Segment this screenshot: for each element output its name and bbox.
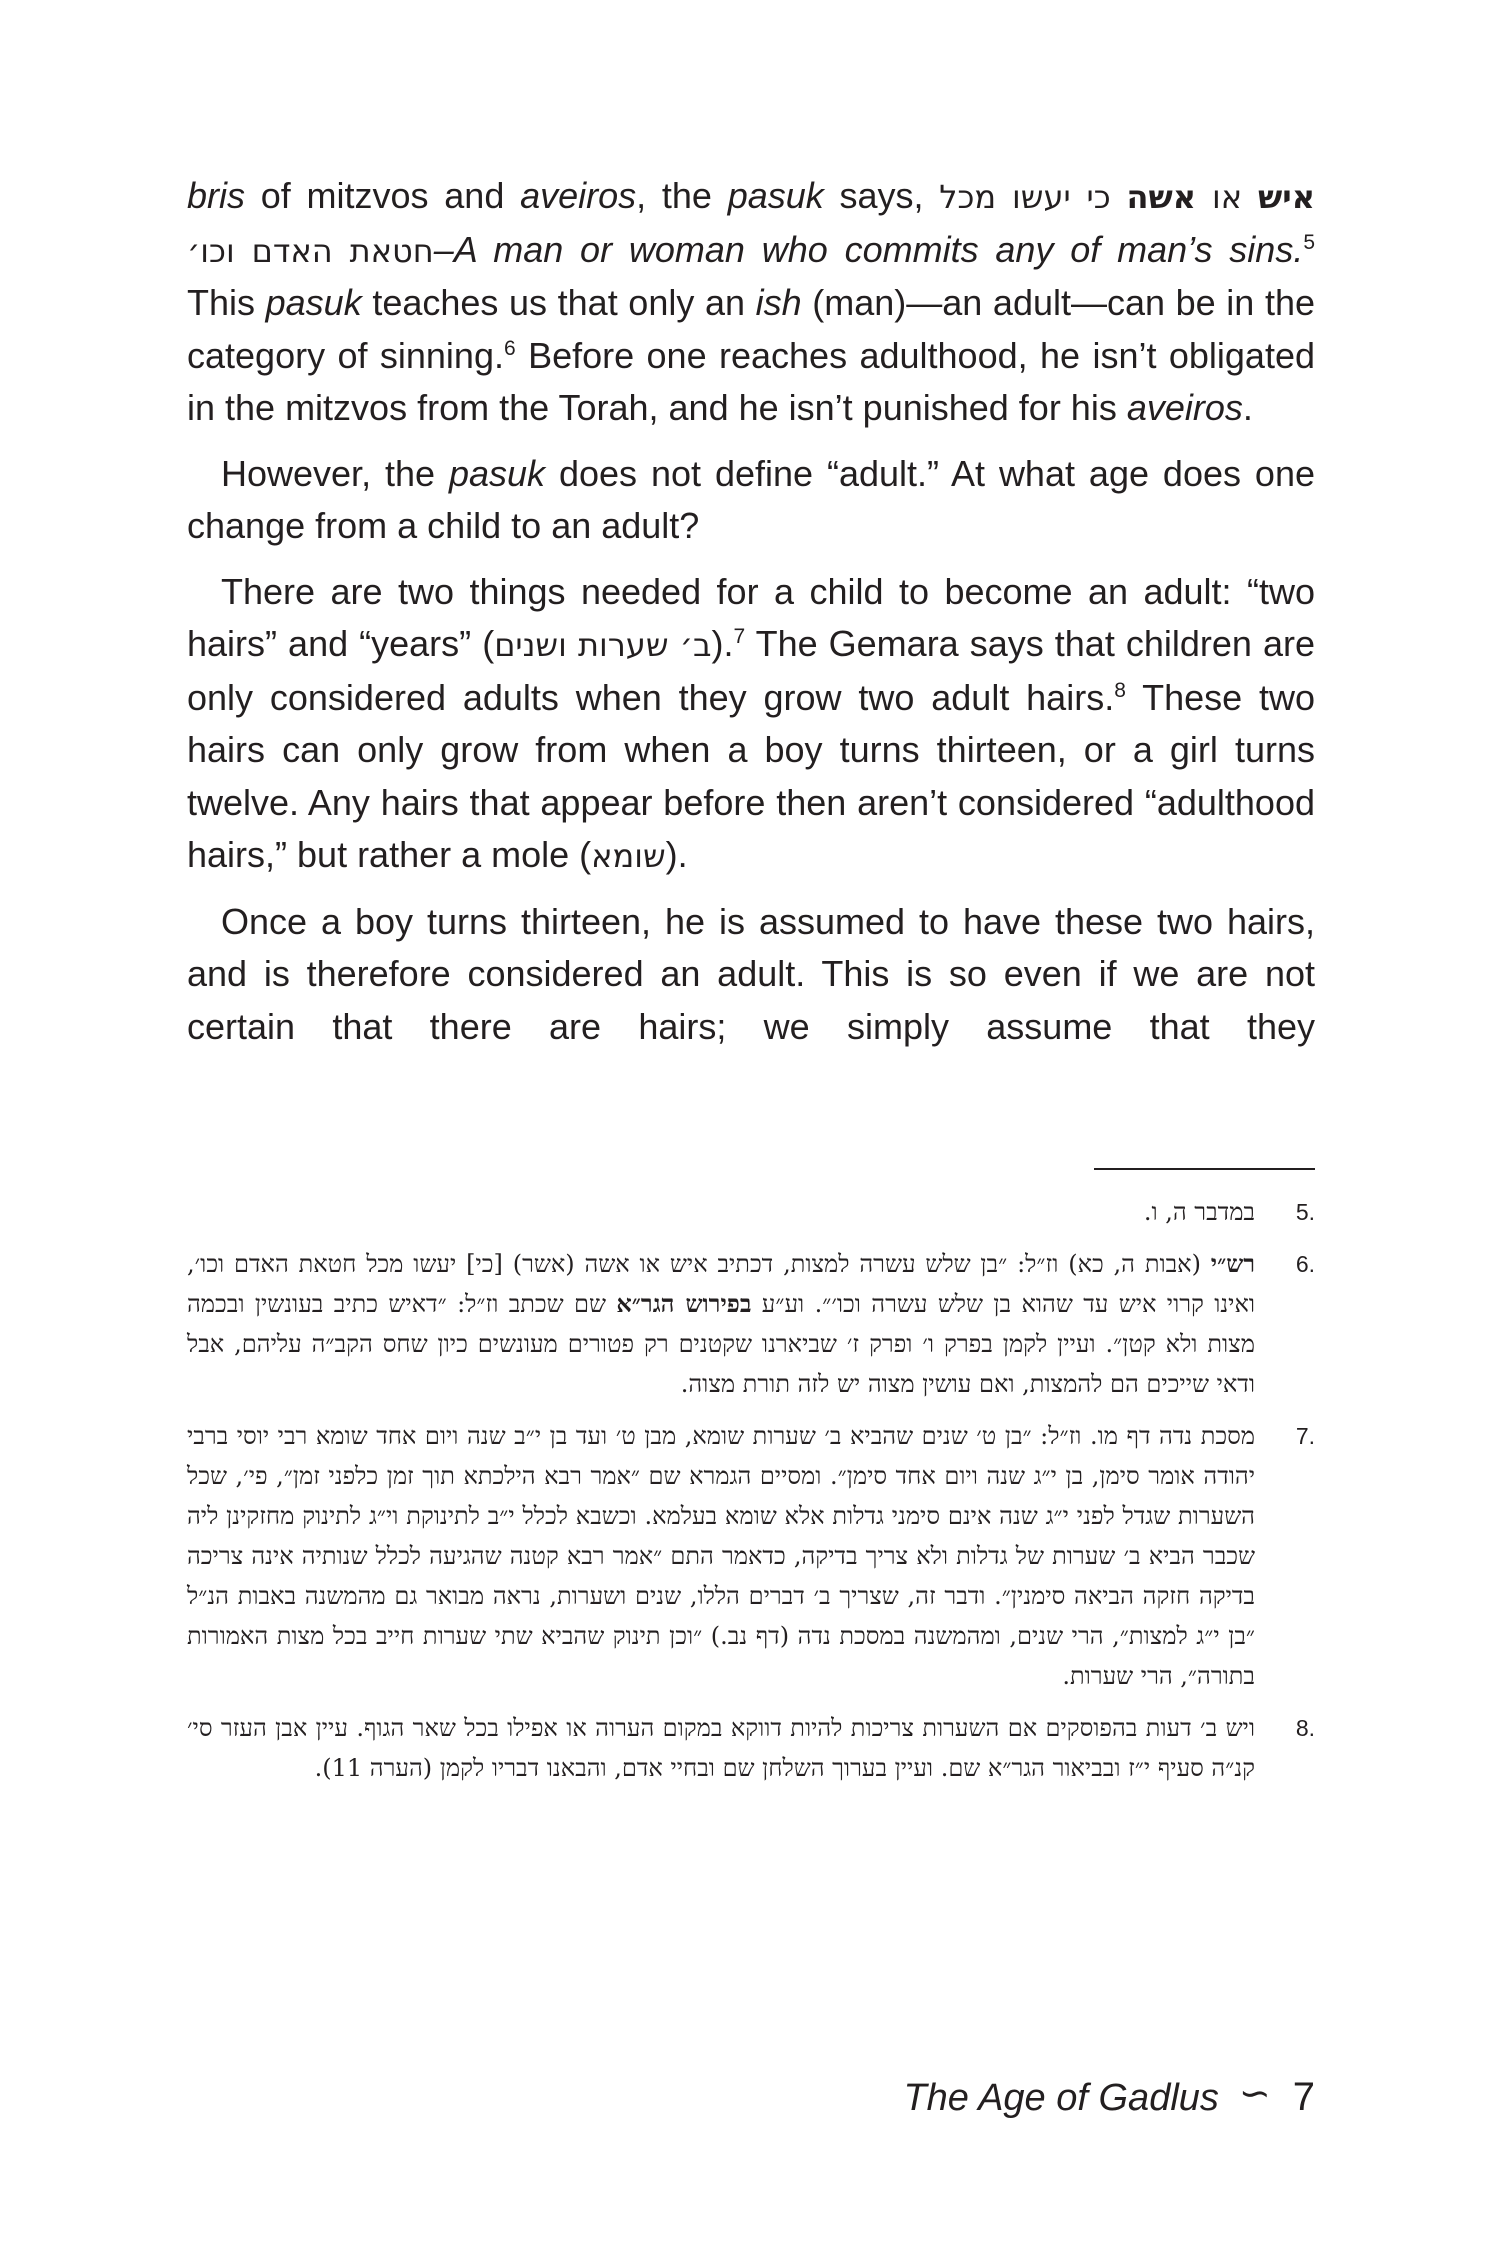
italic-term: pasuk <box>265 282 362 323</box>
footnote-5 <box>187 1192 1315 1232</box>
hebrew-text: כי יעשו מכל חטאת האדם וכו׳ <box>187 178 1127 270</box>
paragraph-4 <box>187 896 1315 1054</box>
hebrew-text: או <box>1196 178 1259 216</box>
footnote-body: ויש ב׳ דעות בהפוסקים אם השערות צריכות להיות דווקא במקום הערוה או אפילו בכל שאר הגוף. עיין אבן העזר סי׳ קנ״ה סעיף י״ז ובביאור הגר״א שם. ועיין בערוך השלחן שם ובחיי אדם, והבאנו דבריו לקמן (הערה 11). <box>187 1714 1255 1782</box>
footnote-number: 6. <box>1295 1251 1315 1277</box>
hebrew-bold-word: אשה <box>1126 178 1197 216</box>
text-run: of mitzvos and <box>245 175 521 216</box>
text-run: This <box>187 282 266 323</box>
footnote-body: שם שכתב וז״ל: ״דאיש כתיב בעונשין ובכמה מצות ולא קטן״. ועיין לקמן בפרק ו׳ ופרק ז׳ שביארנו שקטנים רק פטורים מעונשים כיון שחס הקב״ה עליהם, אבל ודאי שייכים הם להמצות, ואם עושין מצוה יש לזה תורת מצוה. <box>187 1290 1255 1398</box>
italic-term: ish <box>755 282 802 323</box>
running-footer <box>903 2075 1315 2120</box>
footnote-body: (אבות ה, כא) וז״ל: ״בן שלש עשרה למצות, דכתיב איש או אשה (אשר) [כי] יעשו מכל חטאת האדם וכו׳, ואינו קרוי איש עד שהוא בן שלש עשרה וכו׳״. וע״ע <box>187 1250 1256 1318</box>
footnote-ref[interactable]: 6 <box>503 336 516 360</box>
text-run: ). <box>665 834 688 875</box>
footnote-separator <box>1094 1168 1315 1170</box>
paragraph-3 <box>187 566 1315 883</box>
footnote-6 <box>187 1244 1315 1404</box>
footnote-8 <box>187 1708 1315 1788</box>
italic-term: aveiros <box>1126 387 1243 428</box>
hebrew-phrase: ב׳ שערות ושנים <box>494 626 712 664</box>
footnote-number: 7. <box>1295 1423 1315 1449</box>
italic-term: pasuk <box>727 175 824 216</box>
text-run: says, <box>823 175 940 216</box>
source-name-bold: רש״י <box>1210 1249 1255 1278</box>
text-run: There are two things needed for a child to become an adult: “two hairs” and “years” ( <box>187 570 1315 664</box>
text-run: Once a boy turns thirteen, he is assumed to have these two hairs, and is therefore considered an adult. This is so even if we are not certain that there are hairs; we simply assume that they <box>187 900 1315 1047</box>
text-run: , the <box>636 175 728 216</box>
source-name-bold: בפירוש הגר״א <box>616 1289 752 1318</box>
hebrew-bold-word: איש <box>1258 178 1316 216</box>
italic-term: aveiros <box>520 175 637 216</box>
footnote-text <box>187 1416 1255 1696</box>
text-run: The Gemara says that children are only considered adults when they grow two adult hairs. <box>187 623 1316 718</box>
text-run: ). <box>711 623 734 664</box>
translation-italic: –A man or woman who commits any of man’s sins. <box>433 228 1304 270</box>
footnote-body: מסכת נדה דף מו. וז״ל: ״בן ט׳ שנים שהביא ב׳ שערות שומא, מבן ט׳ ועד בן י״ב שנה ויום אחד שומא רבי יוסי ברבי יהודה אומר סימן, בן י״ג שנה ויום אחד סימן״. ומסיים הגמרא שם ״אמר רבא הילכתא תוך זמן כלפני זמן״, פי׳, שכל השערות שגדל לפני י״ג שנה אינם סימני גדלות אלא שומא בעלמא. וכשבא לכלל י״ב לתינוקת וי״ג לתינוק מחזקינן ליה שכבר הביא ב׳ שערות של גדלות ולא צריך בדיקה, כדאמר התם ״אמר רבא קטנה שהגיעה לכלל שנותיה אינה צריכה בדיקה חזקה הביאה סימנין״. ודבר זה, שצריך ב׳ דברים הללו, שנים ושערות, נראה מבואר גם מהמשנה באבות הנ״ל ״בן י״ג למצות״, הרי שנים, ומהמשנה במסכת נדה (דף נב.) ״וכן תינוק שהביא שתי שערות חייב בכל מצות האמורות בתורה״, הרי שערות. <box>187 1422 1255 1690</box>
italic-term: pasuk <box>448 452 546 494</box>
italic-term: bris <box>187 175 246 216</box>
paragraph-2 <box>187 448 1315 553</box>
footnotes <box>187 1192 1315 1800</box>
text-run: teaches us that only an <box>361 282 756 323</box>
text-run: . <box>1242 387 1253 428</box>
ornament-icon: ∽ <box>1238 2073 1271 2115</box>
text-run: does not define “adult.” At what age does one change from a child to an adult? <box>187 452 1315 546</box>
footnote-7 <box>187 1416 1315 1696</box>
paragraph-1 <box>187 170 1315 435</box>
text-run: Before one reaches adulthood, he isn’t obligated in the mitzvos from the Torah, and he isn’t punished for his <box>187 334 1316 428</box>
footnote-ref[interactable]: 5 <box>1303 230 1316 254</box>
running-title: The Age of Gadlus <box>903 2077 1219 2119</box>
text-run: (man)—an adult—can be in the category of sinning. <box>187 282 1315 376</box>
page-number: 7 <box>1292 2075 1315 2119</box>
text-run: However, the <box>221 452 449 494</box>
footnote-ref[interactable]: 8 <box>1114 678 1126 702</box>
footnote-number: 8. <box>1295 1715 1315 1741</box>
text-run: These two hairs can only grow from when a boy turns thirteen, or a girl turns twelve. Any hairs that appear before then aren’t considered “adulthood hairs,” but rather a mole ( <box>187 676 1315 875</box>
footnote-body: במדבר ה, ו. <box>1143 1198 1255 1226</box>
hebrew-word: שומא <box>591 837 666 875</box>
footnote-text <box>187 1244 1255 1404</box>
footnote-text <box>187 1708 1255 1788</box>
footnote-ref[interactable]: 7 <box>733 625 746 648</box>
main-text <box>187 170 1315 1066</box>
footnote-text <box>187 1192 1255 1232</box>
footnote-number: 5. <box>1295 1199 1315 1225</box>
